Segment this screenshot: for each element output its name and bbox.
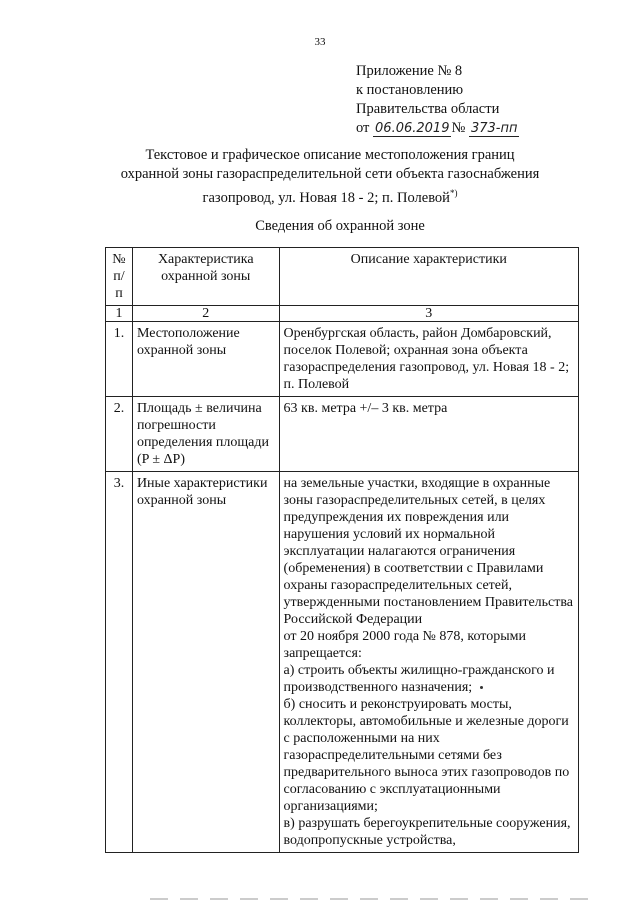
row-number: 1. [113,326,125,341]
footer-faint-line [150,898,590,900]
description-paragraph: от 20 ноября 2000 года № 878, которыми запрещается: [283,629,526,661]
title-line-3 [60,184,600,208]
header-characteristic: Характеристика охранной зоны [132,248,279,306]
column-number-row [106,306,579,322]
title-line-2: охранной зоны газораспределительной сети объекта газоснабжения [120,166,540,182]
row-characteristic: Площадь ± величина погрешности определения площади (P ± ΔP) [136,401,270,467]
row-description: 63 кв. метра +/– 3 кв. метра [283,401,448,416]
stray-dot [480,686,483,689]
date-prefix: от [356,120,370,136]
row-description: Оренбургская область, район Домбаровский, поселок Полевой; охранная зона объекта газораспределения газопровод, ул. Новая 18 - 2; п. Полевой [283,326,570,392]
footnote-mark: *) [449,188,458,198]
row-number: 3. [113,476,125,491]
row-characteristic: Иные характеристики охранной зоны [136,476,268,508]
description-item-b: б) сносить и реконструировать мосты, коллекторы, автомобильные и железные дороги с расположенными на них газораспределительными сетями без предварительного выноса этих газопроводов по согласованию с эксплуатационными организациями; [283,697,570,814]
table-row [106,397,579,472]
column-number-1: 1 [106,306,133,322]
description-item-c: в) разрушать берегоукрепительные сооружения, водопропускные устройства, [283,816,571,848]
description-paragraph: на земельные участки, входящие в охранные зоны газораспределительных сетей, в целях предупреждения их повреждения или нарушения условий их нормальной эксплуатации налагаются ограничения (обременения) в соответствии с Правилами охраны газораспределительных сетей, утвержденными постановлением Правительства Российской Федерации [283,476,573,627]
row-characteristic: Местоположение охранной зоны [136,326,240,358]
document-title [60,146,600,208]
description-item-a: а) строить объекты жилищно-гражданского и производственного назначения; [283,663,555,695]
appendix-line-2: к постановлению [356,82,464,98]
appendix-block [356,62,519,138]
section-title: Сведения об охранной зоне [255,218,425,234]
table-row [106,322,579,397]
appendix-title: Приложение № 8 [356,63,463,79]
column-number-3: 3 [279,306,578,322]
header-description: Описание характеристики [279,248,578,306]
title-line-1: Текстовое и графическое описание местоположения границ [145,147,515,163]
number-prefix: № [451,120,466,136]
title-line-3-text: газопровод, ул. Новая 18 - 2; п. Полевой [202,189,450,206]
column-number-2: 2 [132,306,279,322]
handwritten-number: 373-пп [470,121,518,136]
page-number: 33 [314,36,326,48]
row-number: 2. [113,401,125,416]
header-number: № п/п [106,248,133,306]
protection-zone-table [105,247,579,853]
row-description [280,472,578,852]
table-header-row [106,248,579,306]
table-row [106,472,579,853]
handwritten-date: 06.06.2019 [375,121,450,136]
appendix-date-line [356,119,519,138]
appendix-line-3: Правительства области [356,101,500,117]
